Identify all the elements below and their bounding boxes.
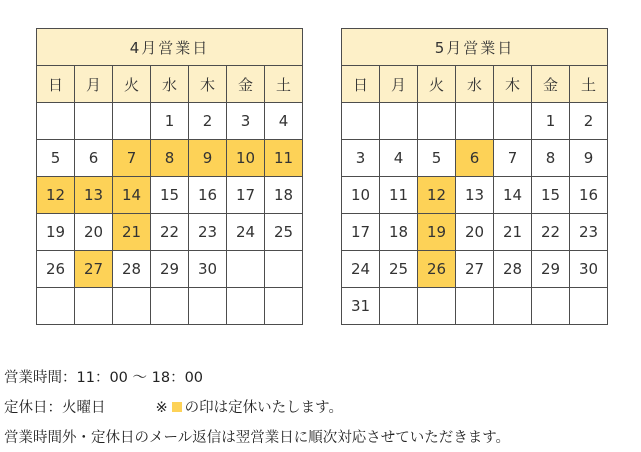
day-cell: 26: [418, 251, 456, 288]
day-cell: 29: [151, 251, 189, 288]
empty-day-cell: [418, 103, 456, 140]
day-cell: 14: [494, 177, 532, 214]
empty-day-cell: [113, 288, 151, 325]
day-cell: 4: [380, 140, 418, 177]
day-cell: 10: [342, 177, 380, 214]
day-cell: 10: [227, 140, 265, 177]
day-cell: 23: [570, 214, 608, 251]
day-cell: 30: [570, 251, 608, 288]
empty-day-cell: [494, 288, 532, 325]
week-row: [342, 177, 608, 214]
day-cell: 27: [75, 251, 113, 288]
day-cell: 6: [456, 140, 494, 177]
day-cell: 31: [342, 288, 380, 325]
empty-day-cell: [380, 288, 418, 325]
day-cell: 21: [494, 214, 532, 251]
empty-day-cell: [342, 103, 380, 140]
day-cell: 20: [456, 214, 494, 251]
holiday-line: [4, 396, 343, 417]
weekday-header: 木: [189, 66, 227, 103]
day-cell: 5: [418, 140, 456, 177]
week-row: [37, 177, 303, 214]
empty-day-cell: [189, 288, 227, 325]
holiday-text: 定休日：火曜日: [4, 400, 106, 416]
week-row: [37, 140, 303, 177]
day-cell: 5: [37, 140, 75, 177]
closed-day-legend-swatch: [172, 402, 182, 412]
weekday-header: 火: [113, 66, 151, 103]
empty-day-cell: [265, 251, 303, 288]
day-cell: 17: [227, 177, 265, 214]
day-cell: 8: [532, 140, 570, 177]
weekday-header: 土: [265, 66, 303, 103]
day-cell: 14: [113, 177, 151, 214]
week-row: [342, 251, 608, 288]
day-cell: 22: [151, 214, 189, 251]
day-cell: 9: [189, 140, 227, 177]
day-cell: 1: [151, 103, 189, 140]
weekday-header: 木: [494, 66, 532, 103]
day-cell: 1: [532, 103, 570, 140]
week-row: [37, 251, 303, 288]
empty-day-cell: [380, 103, 418, 140]
day-cell: 23: [189, 214, 227, 251]
email-reply-note: 営業時間外・定休日のメール返信は翌営業日に順次対応させていただきます。: [4, 430, 511, 446]
day-cell: 7: [113, 140, 151, 177]
weekday-header-row: [37, 66, 303, 103]
week-row: [342, 140, 608, 177]
day-cell: 18: [265, 177, 303, 214]
day-cell: 3: [342, 140, 380, 177]
day-cell: 15: [151, 177, 189, 214]
week-row: [342, 103, 608, 140]
day-cell: 16: [570, 177, 608, 214]
week-row: [37, 214, 303, 251]
empty-day-cell: [456, 288, 494, 325]
empty-day-cell: [37, 103, 75, 140]
empty-day-cell: [532, 288, 570, 325]
week-row: [37, 103, 303, 140]
day-cell: 25: [265, 214, 303, 251]
empty-day-cell: [37, 288, 75, 325]
day-cell: 19: [37, 214, 75, 251]
week-row: [342, 288, 608, 325]
weekday-header: 土: [570, 66, 608, 103]
note-text: の印は定休いたします。: [184, 400, 343, 416]
day-cell: 27: [456, 251, 494, 288]
day-cell: 11: [380, 177, 418, 214]
day-cell: 3: [227, 103, 265, 140]
day-cell: 11: [265, 140, 303, 177]
weekday-header: 日: [342, 66, 380, 103]
day-cell: 22: [532, 214, 570, 251]
empty-day-cell: [227, 251, 265, 288]
weekday-header: 月: [75, 66, 113, 103]
day-cell: 15: [532, 177, 570, 214]
day-cell: 2: [189, 103, 227, 140]
empty-day-cell: [227, 288, 265, 325]
weekday-header: 金: [532, 66, 570, 103]
day-cell: 12: [37, 177, 75, 214]
empty-day-cell: [265, 288, 303, 325]
day-cell: 12: [418, 177, 456, 214]
weekday-header: 火: [418, 66, 456, 103]
empty-day-cell: [75, 288, 113, 325]
day-cell: 13: [75, 177, 113, 214]
empty-day-cell: [570, 288, 608, 325]
day-cell: 8: [151, 140, 189, 177]
calendar-title: 5月営業日: [342, 29, 608, 66]
day-cell: 9: [570, 140, 608, 177]
empty-day-cell: [151, 288, 189, 325]
weekday-header-row: [342, 66, 608, 103]
day-cell: 18: [380, 214, 418, 251]
empty-day-cell: [113, 103, 151, 140]
day-cell: 6: [75, 140, 113, 177]
weekday-header: 水: [151, 66, 189, 103]
weekday-header: 月: [380, 66, 418, 103]
day-cell: 19: [418, 214, 456, 251]
day-cell: 24: [342, 251, 380, 288]
weekday-header: 日: [37, 66, 75, 103]
day-cell: 20: [75, 214, 113, 251]
note-mark: ※: [155, 400, 168, 416]
empty-day-cell: [494, 103, 532, 140]
empty-day-cell: [418, 288, 456, 325]
calendar-title: 4月営業日: [37, 29, 303, 66]
day-cell: 2: [570, 103, 608, 140]
day-cell: 25: [380, 251, 418, 288]
day-cell: 29: [532, 251, 570, 288]
day-cell: 7: [494, 140, 532, 177]
day-cell: 28: [494, 251, 532, 288]
day-cell: 16: [189, 177, 227, 214]
calendar-may: [341, 28, 608, 325]
day-cell: 28: [113, 251, 151, 288]
day-cell: 4: [265, 103, 303, 140]
calendar-april: [36, 28, 303, 325]
day-cell: 30: [189, 251, 227, 288]
empty-day-cell: [456, 103, 494, 140]
day-cell: 17: [342, 214, 380, 251]
weekday-header: 金: [227, 66, 265, 103]
business-hours-text: 営業時間：11：00 〜 18：00: [4, 370, 204, 386]
weekday-header: 水: [456, 66, 494, 103]
week-row: [37, 288, 303, 325]
day-cell: 24: [227, 214, 265, 251]
day-cell: 26: [37, 251, 75, 288]
week-row: [342, 214, 608, 251]
day-cell: 21: [113, 214, 151, 251]
day-cell: 13: [456, 177, 494, 214]
empty-day-cell: [75, 103, 113, 140]
